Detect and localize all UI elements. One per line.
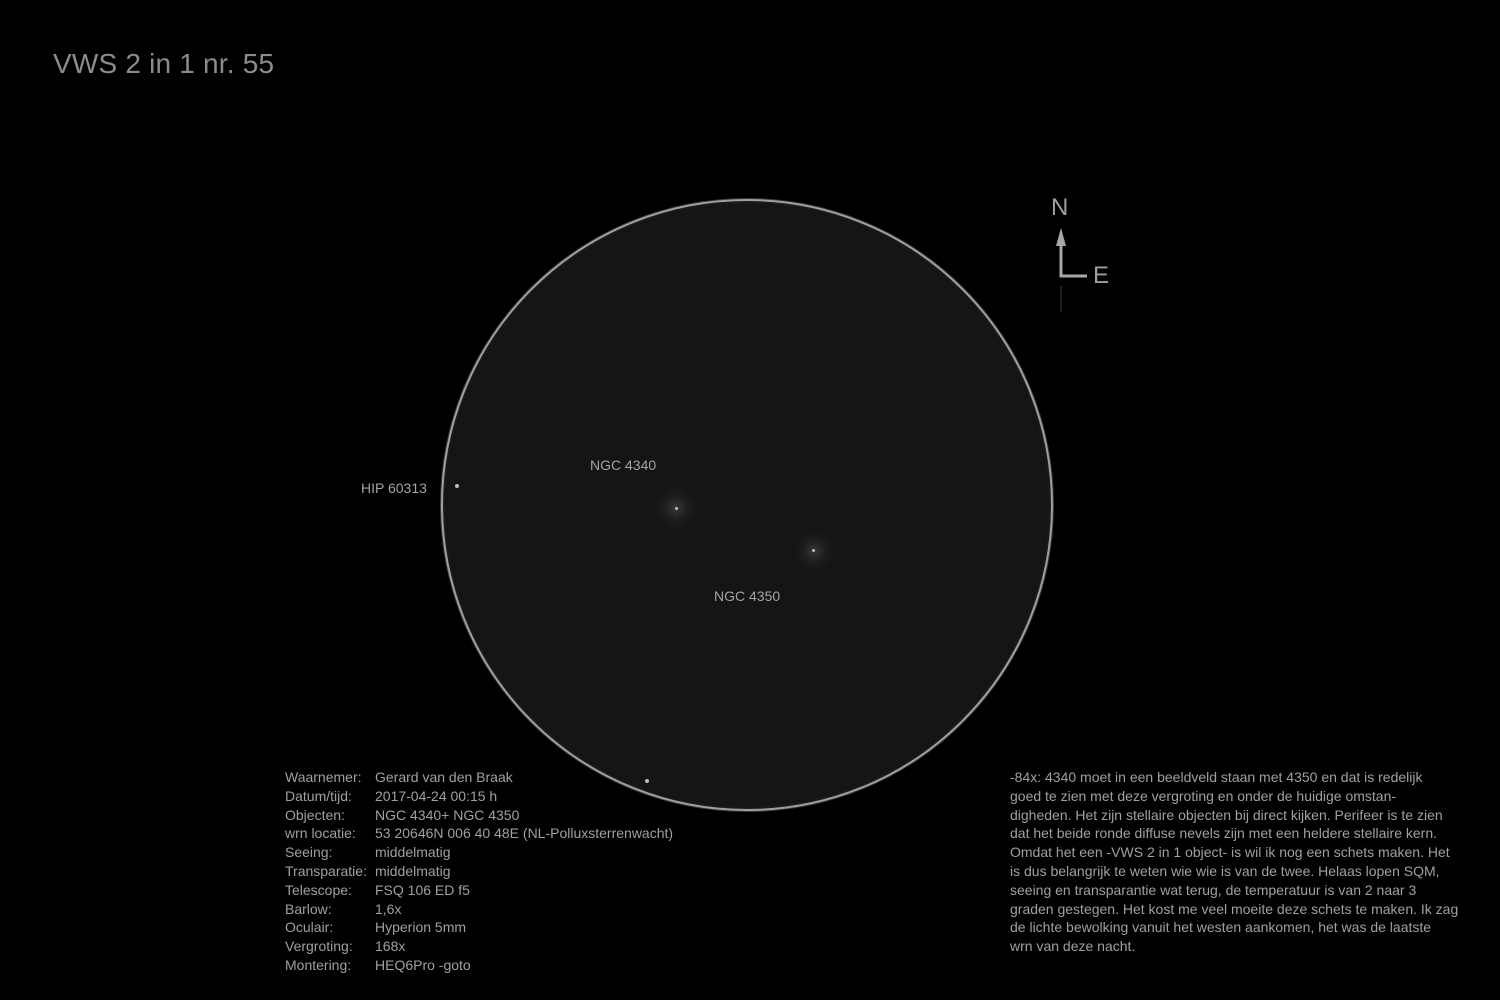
info-row [285,900,673,919]
field-of-view-circle [441,199,1053,811]
info-value: Hyperion 5mm [375,919,467,936]
compass [1040,190,1130,320]
info-value: 168x [375,938,406,955]
info-value: FSQ 106 ED f5 [375,881,470,898]
info-row [285,918,673,937]
hip60313-label: HIP 60313 [361,480,427,496]
hip60313-star [455,484,459,488]
ngc4350-core [812,549,815,552]
observation-info [285,768,673,975]
info-row [285,843,673,862]
info-value: middelmatig [375,862,451,879]
note-line: is dus belangrijk te weten wie wie is van de twee. Helaas lopen SQM, [1010,862,1440,879]
info-row [285,806,673,825]
info-row [285,881,673,900]
info-key: Telescope: [285,881,352,898]
info-row [285,768,673,787]
info-key: Transparatie: [285,862,367,879]
info-key: Objecten: [285,806,345,823]
note-line: seeing en transparantie wat terug, de temperatuur is van 2 naar 3 [1010,881,1417,898]
info-key: Vergroting: [285,938,353,955]
info-row [285,937,673,956]
info-value: middelmatig [375,844,451,861]
compass-north-label: N [1051,194,1069,221]
ngc4350-label: NGC 4350 [714,588,781,604]
note-line: -84x: 4340 moet in een beeldveld staan met 4350 en dat is redelijk [1010,769,1423,785]
note-line: dat het beide ronde diffuse nevels zijn met een heldere stellaire kern. [1010,825,1438,842]
info-key: Seeing: [285,844,333,861]
info-key: Montering: [285,956,352,973]
note-line: digheden. Het zijn stellaire objecten bij direct kijken. Perifeer is te zien [1010,806,1443,823]
info-row [285,787,673,806]
info-value: NGC 4340+ NGC 4350 [375,806,520,823]
ngc4340-label: NGC 4340 [590,457,657,473]
info-key: wrn locatie: [285,825,356,842]
info-value: 2017-04-24 00:15 h [375,787,498,804]
ngc4340-core [675,507,678,510]
compass-east-label: E [1093,262,1110,289]
info-value: 53 20646N 006 40 48E (NL-Polluxsterrenwacht) [375,825,674,842]
info-row [285,862,673,881]
info-value: Gerard van den Braak [375,769,513,785]
info-row [285,824,673,843]
observation-notes [1010,768,1480,956]
info-key: Waarnemer: [285,769,362,785]
info-key: Barlow: [285,900,332,917]
info-key: Oculair: [285,919,334,936]
sketch-title: VWS 2 in 1 nr. 55 [53,48,275,79]
note-line: de lichte bewolking vanuit het westen aankomen, het was de laatste [1010,919,1432,936]
note-line: graden gestegen. Het kost me veel moeite deze schets te maken. Ik zag [1010,900,1459,917]
note-line: goed te zien met deze vergroting en onder de huidige omstan- [1010,787,1397,804]
info-row [285,956,673,975]
info-value: 1,6x [375,900,402,917]
compass-arrow-icon [1040,190,1130,320]
note-line: wrn van deze nacht. [1010,938,1136,955]
info-key: Datum/tijd: [285,787,352,804]
info-value: HEQ6Pro -goto [375,956,471,973]
note-line: Omdat het een -VWS 2 in 1 object- is wil ik nog een schets maken. Het [1010,844,1450,861]
